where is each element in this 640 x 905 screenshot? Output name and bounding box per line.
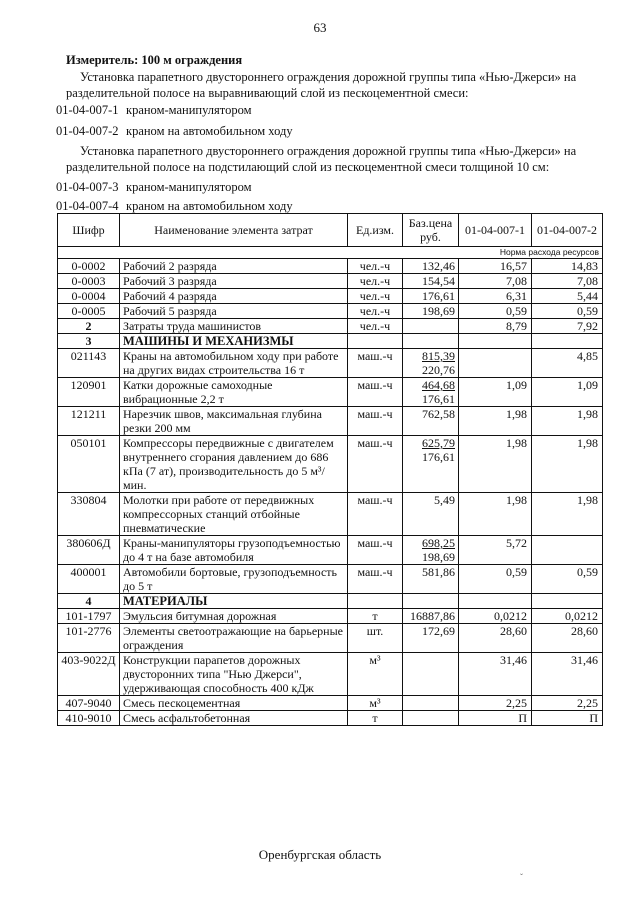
price-value: 762,58 xyxy=(422,407,455,421)
value-cell-col2: 0,59 xyxy=(532,565,603,594)
code-line xyxy=(56,102,616,119)
code-cell: 0-0003 xyxy=(58,274,120,289)
section-row xyxy=(58,594,603,609)
measure-heading: Измеритель: 100 м ограждения xyxy=(66,53,243,67)
unit-cell: чел.-ч xyxy=(348,289,403,304)
name-cell: Катки дорожные самоходные вибрационные 2,2 т xyxy=(120,378,348,407)
table-row xyxy=(58,378,603,407)
unit-cell: м³ xyxy=(348,653,403,696)
price-value-secondary: 220,76 xyxy=(422,363,455,377)
code-cell: 101-1797 xyxy=(58,609,120,624)
value-cell-col2: 2,25 xyxy=(532,696,603,711)
price-value: 464,68 xyxy=(422,378,455,392)
code-label: 01-04-007-1 xyxy=(56,102,119,117)
name-cell: Эмульсия битумная дорожная xyxy=(120,609,348,624)
header-name: Наименование элемента затрат xyxy=(120,214,348,247)
unit-cell: маш.-ч xyxy=(348,536,403,565)
value-cell-col1: 1,98 xyxy=(459,436,532,493)
value-cell-col1: 0,59 xyxy=(459,565,532,594)
price-value: 16887,86 xyxy=(410,609,455,623)
name-cell: Нарезчик швов, максимальная глубина резки 200 мм xyxy=(120,407,348,436)
value-cell-col2: 28,60 xyxy=(532,624,603,653)
table-row xyxy=(58,436,603,493)
header-row xyxy=(58,214,603,247)
code-cell: 380606Д xyxy=(58,536,120,565)
price-value-secondary: 176,61 xyxy=(422,450,455,464)
table-row xyxy=(58,407,603,436)
unit-cell: чел.-ч xyxy=(348,274,403,289)
code-cell: 2 xyxy=(58,319,120,334)
table-row xyxy=(58,653,603,696)
table-row xyxy=(58,609,603,624)
code-cell: 101-2776 xyxy=(58,624,120,653)
code-line xyxy=(56,123,616,140)
price-cell xyxy=(403,609,459,624)
code-cell: 403-9022Д xyxy=(58,653,120,696)
price-value-secondary: 198,69 xyxy=(422,550,455,564)
price-value-secondary: 176,61 xyxy=(422,392,455,406)
unit-cell: т xyxy=(348,609,403,624)
value-cell-col1: 0,0212 xyxy=(459,609,532,624)
value-cell-col2: 1,98 xyxy=(532,407,603,436)
table-row xyxy=(58,349,603,378)
value-cell-col2: 1,09 xyxy=(532,378,603,407)
unit-cell: шт. xyxy=(348,624,403,653)
name-cell: Автомобили бортовые, грузоподъемность до 5 т xyxy=(120,565,348,594)
value-cell-col2: 1,98 xyxy=(532,493,603,536)
price-value: 5,49 xyxy=(434,493,455,507)
intro-block xyxy=(56,52,616,215)
empty-cell xyxy=(532,334,603,349)
price-value: 581,86 xyxy=(422,565,455,579)
value-cell-col2 xyxy=(532,536,603,565)
name-cell: Смесь асфальтобетонная xyxy=(120,711,348,726)
code-text: краном-манипулятором xyxy=(126,102,252,117)
unit-cell: чел.-ч xyxy=(348,319,403,334)
price-cell xyxy=(403,436,459,493)
value-cell-col2: П xyxy=(532,711,603,726)
table-row xyxy=(58,304,603,319)
header-price: Баз.цена руб. xyxy=(403,214,459,247)
price-value: 815,39 xyxy=(422,349,455,363)
value-cell-col2: 7,92 xyxy=(532,319,603,334)
value-cell-col1: 1,98 xyxy=(459,407,532,436)
value-cell-col1: 7,08 xyxy=(459,274,532,289)
header-unit: Ед.изм. xyxy=(348,214,403,247)
price-cell xyxy=(403,696,459,711)
code-cell: 0-0004 xyxy=(58,289,120,304)
section-title: МАШИНЫ И МЕХАНИЗМЫ xyxy=(120,334,348,349)
table-row xyxy=(58,624,603,653)
unit-cell: маш.-ч xyxy=(348,565,403,594)
empty-cell xyxy=(459,334,532,349)
value-cell-col1: 1,98 xyxy=(459,493,532,536)
value-cell-col1: 8,79 xyxy=(459,319,532,334)
table-row xyxy=(58,259,603,274)
code-text: краном-манипулятором xyxy=(126,179,252,194)
unit-cell: т xyxy=(348,711,403,726)
code-cell: 400001 xyxy=(58,565,120,594)
group-1-description: Установка парапетного двустороннего ограждения дорожной группы типа «Нью-Джерси» на разделительной полосе на выравнивающий слой из пескоцементной смеси: xyxy=(66,69,577,100)
header-col2: 01-04-007-2 xyxy=(532,214,603,247)
code-cell: 121211 xyxy=(58,407,120,436)
unit-cell: чел.-ч xyxy=(348,259,403,274)
empty-cell xyxy=(532,594,603,609)
code-cell: 330804 xyxy=(58,493,120,536)
value-cell-col1: 2,25 xyxy=(459,696,532,711)
price-cell xyxy=(403,289,459,304)
table-row xyxy=(58,696,603,711)
resource-table xyxy=(57,213,603,726)
code-text: краном на автомобильном ходу xyxy=(126,199,293,213)
name-cell: Затраты труда машинистов xyxy=(120,319,348,334)
unit-cell: м³ xyxy=(348,696,403,711)
price-cell xyxy=(403,653,459,696)
section-code: 4 xyxy=(58,594,120,609)
code-cell: 050101 xyxy=(58,436,120,493)
code-cell: 0-0005 xyxy=(58,304,120,319)
price-value: 132,46 xyxy=(422,259,455,273)
code-cell: 120901 xyxy=(58,378,120,407)
price-cell xyxy=(403,536,459,565)
table-row xyxy=(58,711,603,726)
table-row xyxy=(58,565,603,594)
name-cell: Краны на автомобильном ходу при работе на других видах строительства 16 т xyxy=(120,349,348,378)
value-cell-col1: 1,09 xyxy=(459,378,532,407)
price-value: 198,69 xyxy=(422,304,455,318)
price-value: 625,79 xyxy=(422,436,455,450)
corner-mark: ˇ xyxy=(520,872,523,882)
empty-cell xyxy=(403,594,459,609)
table-row xyxy=(58,536,603,565)
empty-cell xyxy=(459,594,532,609)
price-cell xyxy=(403,319,459,334)
table-row xyxy=(58,319,603,334)
name-cell: Молотки при работе от передвижных компрессорных станций отбойные пневматические xyxy=(120,493,348,536)
code-line xyxy=(56,179,616,196)
unit-cell: чел.-ч xyxy=(348,304,403,319)
code-text: краном на автомобильном ходу xyxy=(126,124,293,138)
value-cell-col2: 14,83 xyxy=(532,259,603,274)
price-cell xyxy=(403,304,459,319)
value-cell-col2: 0,59 xyxy=(532,304,603,319)
price-cell xyxy=(403,711,459,726)
code-cell: 021143 xyxy=(58,349,120,378)
value-cell-col2: 7,08 xyxy=(532,274,603,289)
norm-row xyxy=(58,247,603,259)
value-cell-col1: П xyxy=(459,711,532,726)
price-cell xyxy=(403,407,459,436)
code-cell: 410-9010 xyxy=(58,711,120,726)
unit-cell: маш.-ч xyxy=(348,349,403,378)
value-cell-col2: 4,85 xyxy=(532,349,603,378)
price-cell xyxy=(403,493,459,536)
header-code: Шифр xyxy=(58,214,120,247)
unit-cell: маш.-ч xyxy=(348,407,403,436)
value-cell-col2: 0,0212 xyxy=(532,609,603,624)
value-cell-col2: 1,98 xyxy=(532,436,603,493)
empty-cell xyxy=(403,334,459,349)
price-cell xyxy=(403,565,459,594)
code-cell: 407-9040 xyxy=(58,696,120,711)
price-value: 154,54 xyxy=(422,274,455,288)
price-cell xyxy=(403,259,459,274)
section-title: МАТЕРИАЛЫ xyxy=(120,594,348,609)
name-cell: Рабочий 2 разряда xyxy=(120,259,348,274)
value-cell-col1: 16,57 xyxy=(459,259,532,274)
value-cell-col2: 31,46 xyxy=(532,653,603,696)
price-value: 698,25 xyxy=(422,536,455,550)
page-number: 63 xyxy=(313,20,327,35)
value-cell-col1: 6,31 xyxy=(459,289,532,304)
price-value: 176,61 xyxy=(422,289,455,303)
unit-cell: маш.-ч xyxy=(348,436,403,493)
code-label: 01-04-007-2 xyxy=(56,124,119,138)
norm-label: Норма расхода ресурсов xyxy=(58,247,603,259)
price-value: 172,69 xyxy=(422,624,455,638)
table-row xyxy=(58,289,603,304)
value-cell-col1: 0,59 xyxy=(459,304,532,319)
footer-region: Оренбургская область xyxy=(258,847,382,862)
unit-cell: маш.-ч xyxy=(348,493,403,536)
value-cell-col1: 5,72 xyxy=(459,536,532,565)
name-cell: Смесь пескоцементная xyxy=(120,696,348,711)
code-cell: 0-0002 xyxy=(58,259,120,274)
code-label: 01-04-007-3 xyxy=(56,179,119,194)
group-2-description: Установка парапетного двустороннего ограждения дорожной группы типа «Нью-Джерси» на разделительной полосе на подстилающий слой из пескоцементной смеси толщиной 10 см: xyxy=(66,143,577,174)
name-cell: Краны-манипуляторы грузоподъемностью до 4 т на базе автомобиля xyxy=(120,536,348,565)
code-label: 01-04-007-4 xyxy=(56,199,119,213)
empty-cell xyxy=(348,334,403,349)
name-cell: Элементы светоотражающие на барьерные ограждения xyxy=(120,624,348,653)
header-col1: 01-04-007-1 xyxy=(459,214,532,247)
price-cell xyxy=(403,378,459,407)
name-cell: Компрессоры передвижные с двигателем внутреннего сгорания давлением до 686 кПа (7 ат), производительность до 5 м³/мин. xyxy=(120,436,348,493)
value-cell-col2: 5,44 xyxy=(532,289,603,304)
value-cell-col1 xyxy=(459,349,532,378)
value-cell-col1: 31,46 xyxy=(459,653,532,696)
price-cell xyxy=(403,274,459,289)
unit-cell: маш.-ч xyxy=(348,378,403,407)
price-cell xyxy=(403,624,459,653)
table-row xyxy=(58,274,603,289)
section-row xyxy=(58,334,603,349)
table-row xyxy=(58,493,603,536)
name-cell: Рабочий 3 разряда xyxy=(120,274,348,289)
price-cell xyxy=(403,349,459,378)
name-cell: Рабочий 5 разряда xyxy=(120,304,348,319)
empty-cell xyxy=(348,594,403,609)
name-cell: Конструкции парапетов дорожных двусторонних типа "Нью Джерси", удерживающая способность 400 кДж xyxy=(120,653,348,696)
value-cell-col1: 28,60 xyxy=(459,624,532,653)
name-cell: Рабочий 4 разряда xyxy=(120,289,348,304)
section-code: 3 xyxy=(58,334,120,349)
